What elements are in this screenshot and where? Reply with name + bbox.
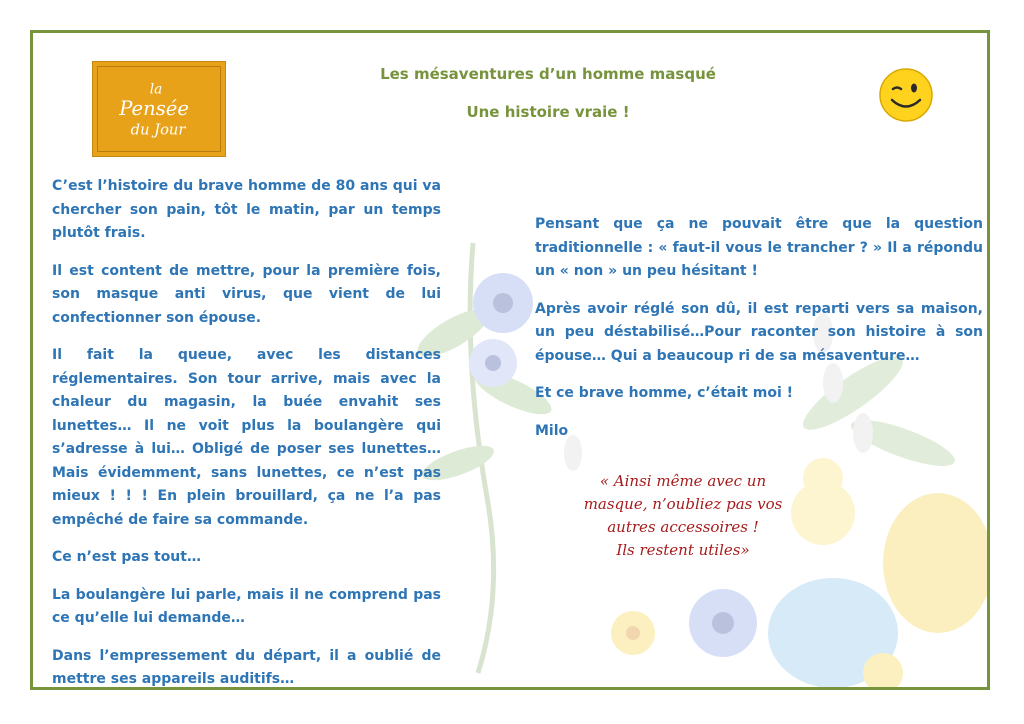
paragraph: Et ce brave homme, c’était moi ! xyxy=(535,385,793,401)
paragraph: Ce n’est pas tout… xyxy=(52,549,201,565)
closing-quote xyxy=(573,470,793,562)
winking-smiley-icon xyxy=(878,67,934,123)
quote-line: Ils restent utiles» xyxy=(616,541,750,559)
quote-line: « Ainsi même avec un xyxy=(599,472,767,490)
left-text-column xyxy=(52,175,441,690)
right-text-column xyxy=(535,213,983,457)
logo-lettering xyxy=(93,62,225,156)
paragraph: Il est content de mettre, pour la première fois, son masque anti virus, que vient de lui confectionner son épouse. xyxy=(52,262,441,326)
svg-text:du Jour: du Jour xyxy=(130,121,186,139)
paragraph: Pensant que ça ne pouvait être que la question traditionnelle : « faut-il vous le trancher ? » Il a répondu un « non » un peu hésitant ! xyxy=(535,216,983,279)
paragraph: C’est l’histoire du brave homme de 80 ans qui va chercher son pain, tôt le matin, par un temps plutôt frais. xyxy=(52,178,441,241)
page-frame xyxy=(30,30,990,690)
paragraph: Après avoir réglé son dû, il est reparti vers sa maison, un peu déstabilisé…Pour raconter son histoire à son épouse… Qui a beaucoup ri de sa mésaventure… xyxy=(535,300,983,364)
page-title: Les mésaventures d’un homme masqué xyxy=(380,65,716,83)
pensee-du-jour-logo xyxy=(92,61,226,157)
quote-line: masque, n’oubliez pas vos xyxy=(583,495,783,513)
svg-text:la: la xyxy=(149,81,163,98)
paragraph: Dans l’empressement du départ, il a oublié de mettre ses appareils auditifs… xyxy=(52,647,441,687)
svg-text:Pensée: Pensée xyxy=(119,96,189,120)
quote-line: autres accessoires ! xyxy=(607,518,759,536)
signature: Milo xyxy=(535,422,569,439)
paragraph: La boulangère lui parle, mais il ne comprend pas ce qu’elle lui demande… xyxy=(52,586,441,626)
page-subtitle: Une histoire vraie ! xyxy=(466,103,630,121)
paragraph: Il fait la queue, avec les distances réglementaires. Son tour arrive, mais avec la chaleur du magasin, la buée envahit ses lunettes… Il ne voit plus la boulangère qui s’adresse à lui… Obligé de poser ses lunettes… Mais évidemment, sans lunettes, ce n’est pas mieux ! ! ! En plein brouillard, ça ne l’a pas empêché de faire sa commande. xyxy=(52,347,441,528)
